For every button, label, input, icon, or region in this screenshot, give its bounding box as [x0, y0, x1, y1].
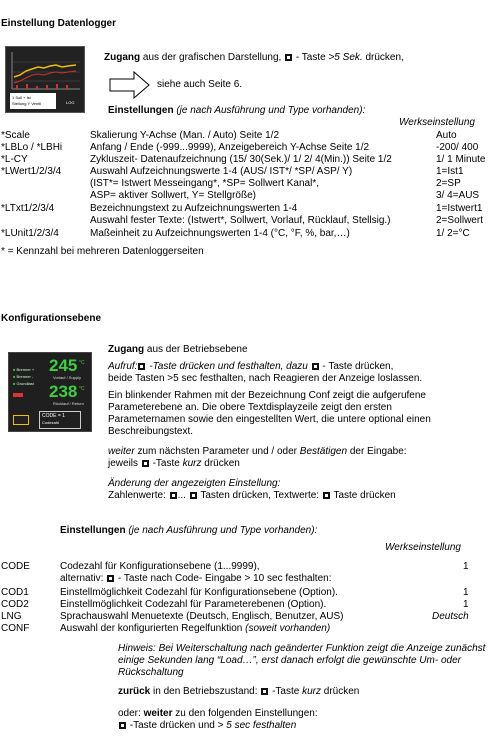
row-desc: Auswahl fester Texte: (Istwert*, Sollwert, Vorlauf, Rücklauf, Stellsig.)	[90, 215, 391, 226]
para-line-2: Parameterebene an. Die obere Textdisplayzeile zeigt den ersten	[108, 402, 392, 413]
datalogger-chart-image	[5, 46, 85, 113]
para-line-3: Parameternamen sowie den eingestellten Wert, die untere optional einen	[108, 414, 431, 425]
row-desc: Codezahl für Konfigurationsebene (1...9999),	[60, 561, 260, 572]
p-key-icon	[138, 363, 145, 370]
up-key-icon	[323, 492, 330, 499]
last-line: -Taste drücken und > 5 sec festhalten	[118, 720, 296, 731]
zurueck-line: zurück in den Betriebszustand: -Taste kurz drücken	[118, 686, 360, 697]
p-key-icon	[119, 722, 126, 729]
row-code: *LUnit1/2/3/4	[1, 228, 59, 239]
row-code: *LTxt1/2/3/4	[1, 203, 55, 214]
panel-label-2: ■ Brenner -	[13, 374, 34, 379]
jeweils-line: jeweils -Taste kurz drücken	[108, 458, 240, 469]
battery-icon	[13, 415, 29, 425]
row-code: *LWert1/2/3/4	[1, 166, 62, 177]
werks-header-1: Werkseinstellung	[399, 117, 475, 128]
controller-display-image	[8, 352, 92, 432]
row-desc: Auswahl Aufzeichnungswerte 1-4 (AUS/ IST*/ *SP/ ASP/ Y)	[90, 166, 353, 177]
hint-line-3: Rückschaltung	[118, 667, 184, 678]
up-key-icon	[312, 363, 319, 370]
row-code: *L-CY	[1, 154, 28, 165]
row-desc: Einstellmöglichkeit Codezahl für Konfigurationsebene (Option).	[60, 587, 338, 598]
row-val: 3/ 4=AUS	[436, 190, 480, 201]
chart-legend-2: Stellung Y Ventil	[12, 101, 41, 106]
settings-heading-2: Einstellungen (je nach Ausführung und Type vorhanden):	[60, 525, 318, 536]
row-code: COD2	[1, 599, 29, 610]
access-line-2: Zugang aus der Betriebsebene	[108, 344, 248, 355]
row-desc: (IST*= Istwert Messeingang*, *SP= Sollwert Kanal*,	[90, 178, 319, 189]
panel-unit-1: °C	[79, 360, 85, 366]
row-code: COD1	[1, 587, 29, 598]
row-val: 1/ 2=°C	[436, 228, 470, 239]
p-key-icon	[107, 575, 114, 582]
panel-label-supply: Vorlauf / Supply	[53, 375, 82, 380]
oder-line: oder: weiter zu den folgenden Einstellungen:	[118, 708, 318, 719]
para-line-4: Beschreibungstext.	[108, 426, 194, 437]
aenderung-line-2: Zahlenwerte: ... Tasten drücken, Textwerte: Taste drücken	[108, 490, 396, 501]
row-code: LNG	[1, 611, 22, 622]
row-val: 1=Istwert1	[436, 203, 483, 214]
row-code: *LBLo / *LBHi	[1, 142, 63, 153]
row-desc: Einstellmöglichkeit Codezahl für Parameterebenen (Option).	[60, 599, 327, 610]
panel-unit-2: °C	[79, 386, 85, 392]
down-key-icon	[170, 492, 177, 499]
row-desc: ASP= aktiver Sollwert, Y= Stellgröße)	[90, 190, 256, 201]
panel-label-return: Rücklauf / Return	[53, 401, 84, 406]
row-val: 2=SP	[436, 178, 461, 189]
panel-label-1: ■ Brenner +	[13, 367, 35, 372]
row-val: 1=Ist1	[436, 166, 464, 177]
row-val: 2=Sollwert	[436, 215, 483, 226]
row-desc: Skalierung Y-Achse (Man. / Auto) Seite 1/2	[90, 130, 279, 141]
row-val: Deutsch	[432, 611, 469, 622]
row-val: Auto	[436, 130, 457, 141]
row-code: *Scale	[1, 130, 30, 141]
right-arrow-icon	[108, 70, 152, 100]
row-val: -200/ 400	[436, 142, 479, 153]
panel-indicator	[13, 393, 23, 397]
werks-header-2: Werkseinstellung	[385, 542, 461, 553]
section-title-konfiguration: Konfigurationsebene	[1, 313, 102, 324]
see-also-text: siehe auch Seite 6.	[157, 79, 243, 90]
aufruf-line-1: Aufruf: -Taste drücken und festhalten, dazu - Taste drücken,	[108, 361, 394, 372]
panel-value-1: 245	[49, 356, 78, 375]
row-desc: Auswahl der konfigurierten Regelfunktion (soweit vorhanden)	[60, 623, 331, 634]
p-key-icon	[142, 460, 149, 467]
row-val: 1/ 1 Minute	[436, 154, 486, 165]
row-desc: alternativ: - Taste nach Code- Eingabe > 10 sec festhalten:	[60, 573, 332, 584]
row-desc: Zykluszeit- Datenaufzeichnung (15/ 30(Sek.)/ 1/ 2/ 4(Min.)) Seite 1/2	[90, 154, 392, 165]
hint-line-1: Hinweis: Bei Weiterschaltung nach geänderter Funktion zeigt die Anzeige zunächst	[118, 643, 486, 654]
para-line-1: Ein blinkender Rahmen mit der Bezeichnung Conf zeigt die aufgerufene	[108, 390, 426, 401]
aufruf-line-2: beide Tasten >5 sec festhalten, nach Reagieren der Anzeige loslassen.	[108, 373, 423, 384]
weiter-line: weiter zum nächsten Parameter und / oder Bestätigen der Eingabe:	[108, 446, 407, 457]
row-val: 1	[463, 561, 469, 572]
row-desc: Sprachauswahl Menuetexte (Deutsch, Englisch, Benutzer, AUS)	[60, 611, 344, 622]
section-title-datenlogger: Einstellung Datenlogger	[1, 18, 117, 29]
up-key-icon	[190, 492, 197, 499]
row-desc: Anfang / Ende (-999...9999), Anzeigebereich Y-Achse Seite 1/2	[90, 142, 370, 153]
footnote: * = Kennzahl bei mehreren Datenloggerseiten	[1, 246, 204, 257]
p-key-icon	[285, 54, 292, 61]
row-code: CONF	[1, 623, 30, 634]
row-val: 1	[463, 599, 469, 610]
panel-code: CODE = 1	[42, 413, 65, 419]
panel-value-2: 238	[49, 382, 78, 401]
row-val: 1	[463, 587, 469, 598]
row-desc: Bezeichnungstext zu Aufzeichnungswerten 1-4	[90, 203, 298, 214]
aenderung-line-1: Änderung der angezeigten Einstellung:	[108, 478, 281, 489]
row-code: CODE	[1, 561, 30, 572]
panel-label-3: ■ Grundlast	[13, 381, 34, 386]
chart-legend-1: 1 Soll + Ist	[12, 95, 31, 100]
access-line-1: Zugang aus der grafischen Darstellung, - Taste >5 Sek. drücken,	[104, 52, 404, 63]
panel-codex: Codezahl	[42, 420, 59, 425]
hint-line-2: einige Sekunden lang “Load…”, erst danach erfolgt die gewünschte Um- oder	[118, 655, 461, 666]
settings-heading-1: Einstellungen (je nach Ausführung und Type vorhanden):	[108, 105, 366, 116]
row-desc: Maßeinheit zu Aufzeichnungswerten 1-4 (°C, °F, %, bar,…)	[90, 228, 350, 239]
p-key-icon	[261, 688, 268, 695]
chart-legend-log: LOG	[66, 100, 75, 105]
